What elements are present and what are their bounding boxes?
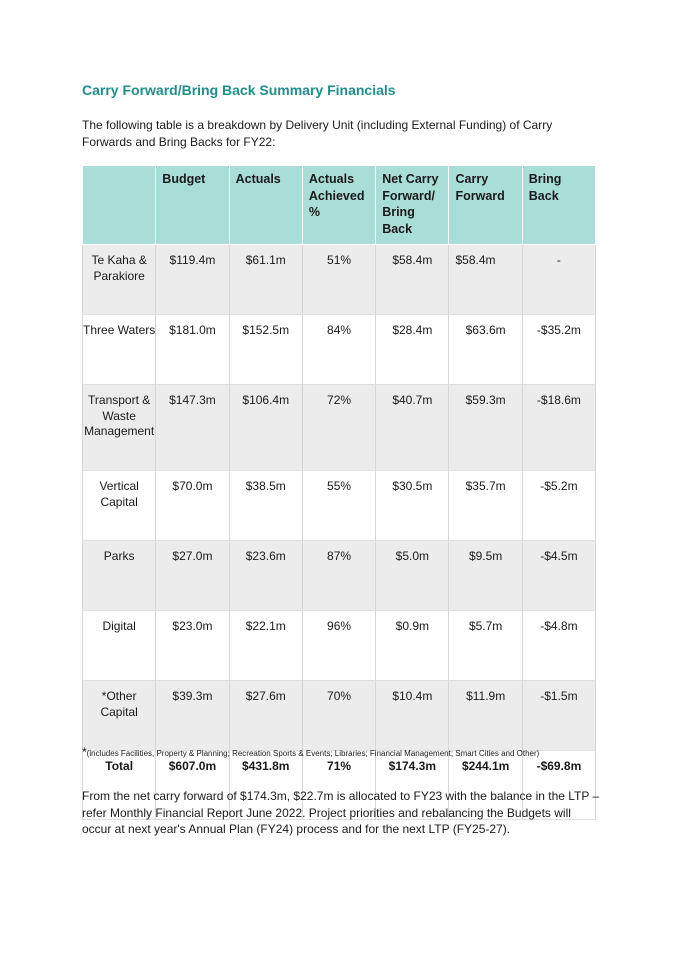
cell-actuals: $61.1m bbox=[229, 245, 302, 315]
header-cell-net-carry-forward: Net Carry Forward/ Bring Back bbox=[376, 166, 449, 245]
cell-unit: Three Waters bbox=[83, 315, 156, 385]
header-cell-bring-back: Bring Back bbox=[522, 166, 595, 245]
cell-budget: $27.0m bbox=[156, 541, 229, 611]
cell-unit: Transport & Waste Management bbox=[83, 385, 156, 471]
table-row bbox=[83, 611, 596, 681]
cell-achieved: 96% bbox=[302, 611, 375, 681]
header-cell-budget: Budget bbox=[156, 166, 229, 245]
table-row bbox=[83, 681, 596, 751]
table-header-row bbox=[83, 166, 596, 245]
cell-net-carry-forward: $28.4m bbox=[376, 315, 449, 385]
cell-net-carry-forward: $5.0m bbox=[376, 541, 449, 611]
cell-budget: $119.4m bbox=[156, 245, 229, 315]
cell-actuals: $38.5m bbox=[229, 471, 302, 541]
cell-total-label: Total bbox=[83, 751, 156, 820]
intro-paragraph: The following table is a breakdown by Delivery Unit (including External Funding) of Carry Forwards and Bring Backs for FY22: bbox=[82, 118, 553, 149]
header-cell-carry-forward: Carry Forward bbox=[449, 166, 522, 245]
cell-carry-forward: $11.9m bbox=[449, 681, 522, 751]
cell-unit: Te Kaha & Parakiore bbox=[83, 245, 156, 315]
cell-unit: Parks bbox=[83, 541, 156, 611]
cell-unit: Digital bbox=[83, 611, 156, 681]
footnote-asterisk: * bbox=[82, 745, 87, 759]
table-row bbox=[83, 385, 596, 471]
cell-total-budget: $607.0m bbox=[156, 751, 229, 820]
footnote-text: (includes Facilities, Property & Planning; Recreation Sports & Events; Libraries; Financial Management; Smart Cities and Other) bbox=[86, 749, 540, 758]
cell-total-bring-back: -$69.8m bbox=[522, 751, 595, 820]
cell-carry-forward: $9.5m bbox=[449, 541, 522, 611]
cell-budget: $39.3m bbox=[156, 681, 229, 751]
cell-budget: $70.0m bbox=[156, 471, 229, 541]
cell-actuals: $23.6m bbox=[229, 541, 302, 611]
cell-achieved: 70% bbox=[302, 681, 375, 751]
cell-unit: *Other Capital bbox=[83, 681, 156, 751]
cell-carry-forward: $5.7m bbox=[449, 611, 522, 681]
cell-total-achieved: 71% bbox=[302, 751, 375, 820]
closing-paragraph: From the net carry forward of $174.3m, $22.7m is allocated to FY23 with the balance in the LTP – refer Monthly Financial Report June 2022. Project priorities and rebalancing the Budgets will occur at next year's Annual Plan (FY24) process and for the next LTP (FY25-27). bbox=[82, 789, 600, 836]
cell-achieved: 72% bbox=[302, 385, 375, 471]
cell-bring-back: -$4.5m bbox=[522, 541, 595, 611]
cell-total-net-carry-forward: $174.3m bbox=[376, 751, 449, 820]
cell-actuals: $27.6m bbox=[229, 681, 302, 751]
table-row bbox=[83, 315, 596, 385]
header-cell-actuals: Actuals bbox=[229, 166, 302, 245]
header-cell-unit bbox=[83, 166, 156, 245]
cell-total-actuals: $431.8m bbox=[229, 751, 302, 820]
cell-budget: $147.3m bbox=[156, 385, 229, 471]
financial-summary-table bbox=[82, 165, 596, 820]
cell-net-carry-forward: $0.9m bbox=[376, 611, 449, 681]
cell-actuals: $22.1m bbox=[229, 611, 302, 681]
cell-actuals: $152.5m bbox=[229, 315, 302, 385]
cell-bring-back: -$1.5m bbox=[522, 681, 595, 751]
cell-achieved: 55% bbox=[302, 471, 375, 541]
cell-carry-forward: $63.6m bbox=[449, 315, 522, 385]
cell-net-carry-forward: $40.7m bbox=[376, 385, 449, 471]
cell-carry-forward: $35.7m bbox=[449, 471, 522, 541]
section-heading: Carry Forward/Bring Back Summary Financials bbox=[82, 82, 396, 98]
table-row bbox=[83, 471, 596, 541]
cell-net-carry-forward: $30.5m bbox=[376, 471, 449, 541]
cell-bring-back: -$18.6m bbox=[522, 385, 595, 471]
table-row bbox=[83, 245, 596, 315]
cell-net-carry-forward: $58.4m bbox=[376, 245, 449, 315]
cell-achieved: 51% bbox=[302, 245, 375, 315]
cell-achieved: 84% bbox=[302, 315, 375, 385]
cell-bring-back: -$35.2m bbox=[522, 315, 595, 385]
cell-bring-back: - bbox=[522, 245, 595, 315]
table-footnote bbox=[82, 746, 602, 760]
cell-carry-forward: $58.4m bbox=[449, 245, 522, 315]
table-row bbox=[83, 541, 596, 611]
cell-bring-back: -$5.2m bbox=[522, 471, 595, 541]
cell-carry-forward: $59.3m bbox=[449, 385, 522, 471]
cell-actuals: $106.4m bbox=[229, 385, 302, 471]
header-cell-actuals-achieved: Actuals Achieved % bbox=[302, 166, 375, 245]
cell-unit: Vertical Capital bbox=[83, 471, 156, 541]
cell-budget: $181.0m bbox=[156, 315, 229, 385]
cell-achieved: 87% bbox=[302, 541, 375, 611]
cell-bring-back: -$4.8m bbox=[522, 611, 595, 681]
cell-budget: $23.0m bbox=[156, 611, 229, 681]
cell-net-carry-forward: $10.4m bbox=[376, 681, 449, 751]
cell-total-carry-forward: $244.1m bbox=[449, 751, 522, 820]
